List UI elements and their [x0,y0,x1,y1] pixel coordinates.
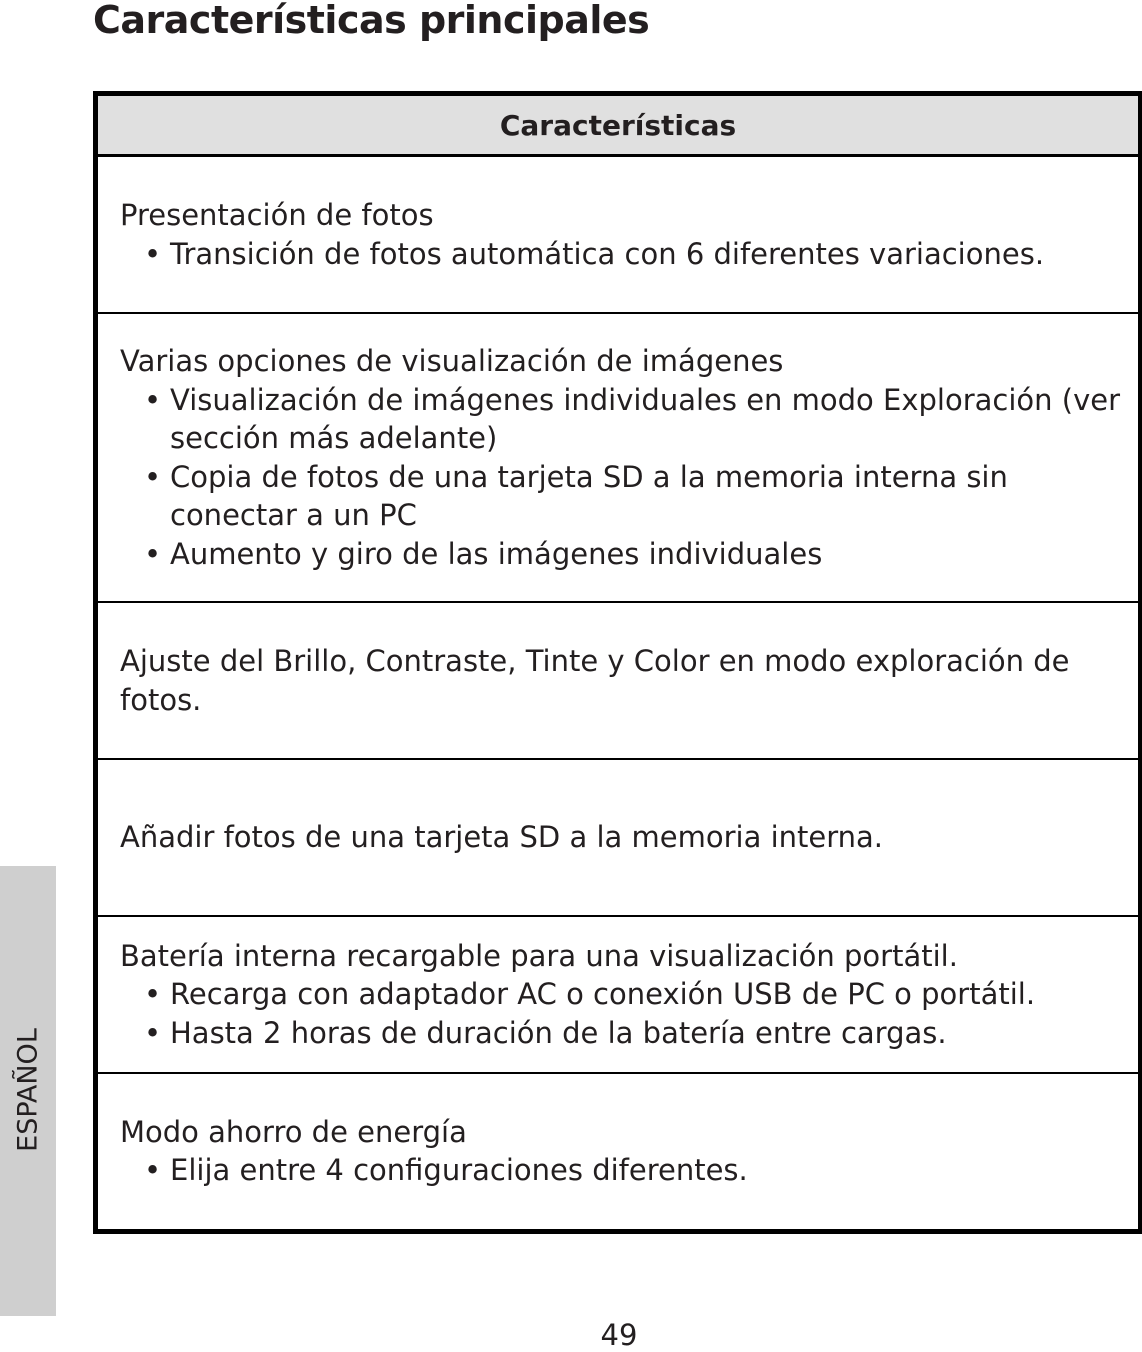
feature-row-power-saving [98,1074,1138,1228]
feature-row-battery [98,917,1138,1074]
feature-bullets [120,975,1126,1052]
table-header: Características [98,96,1138,157]
feature-bullet: • Recarga con adaptador AC o conexión USB de PC o portátil. [120,975,1126,1014]
feature-bullets [120,1151,1126,1190]
feature-row-adjustments [98,603,1138,760]
feature-row-view-options [98,314,1138,603]
feature-title: Modo ahorro de energía [120,1114,467,1149]
feature-bullet: • Aumento y giro de las imágenes individuales [120,535,1126,574]
feature-bullet: • Copia de fotos de una tarjeta SD a la memoria interna sin conectar a un PC [120,458,1126,535]
feature-bullets [120,235,1126,274]
feature-bullet: • Hasta 2 horas de duración de la batería entre cargas. [120,1014,1126,1053]
feature-row-add-photos [98,760,1138,917]
feature-row-slideshow [98,157,1138,314]
feature-title: Ajuste del Brillo, Contraste, Tinte y Color en modo exploración de fotos. [120,644,1070,717]
feature-title: Varias opciones de visualización de imágenes [120,344,784,378]
feature-bullets [120,381,1126,574]
feature-title: Añadir fotos de una tarjeta SD a la memoria interna. [120,820,884,855]
language-tab-label: ESPAÑOL [12,1028,44,1152]
feature-title: Presentación de fotos [120,198,434,232]
feature-bullet: • Elija entre 4 configuraciones diferentes. [120,1151,1126,1190]
features-table [93,91,1142,1234]
feature-bullet: • Transición de fotos automática con 6 diferentes variaciones. [120,235,1126,274]
feature-title: Batería interna recargable para una visualización portátil. [120,938,958,973]
page-number: 49 [600,1318,638,1352]
feature-bullet: • Visualización de imágenes individuales en modo Exploración (ver sección más adelante) [120,381,1126,458]
page-title: Características principales [93,0,650,42]
